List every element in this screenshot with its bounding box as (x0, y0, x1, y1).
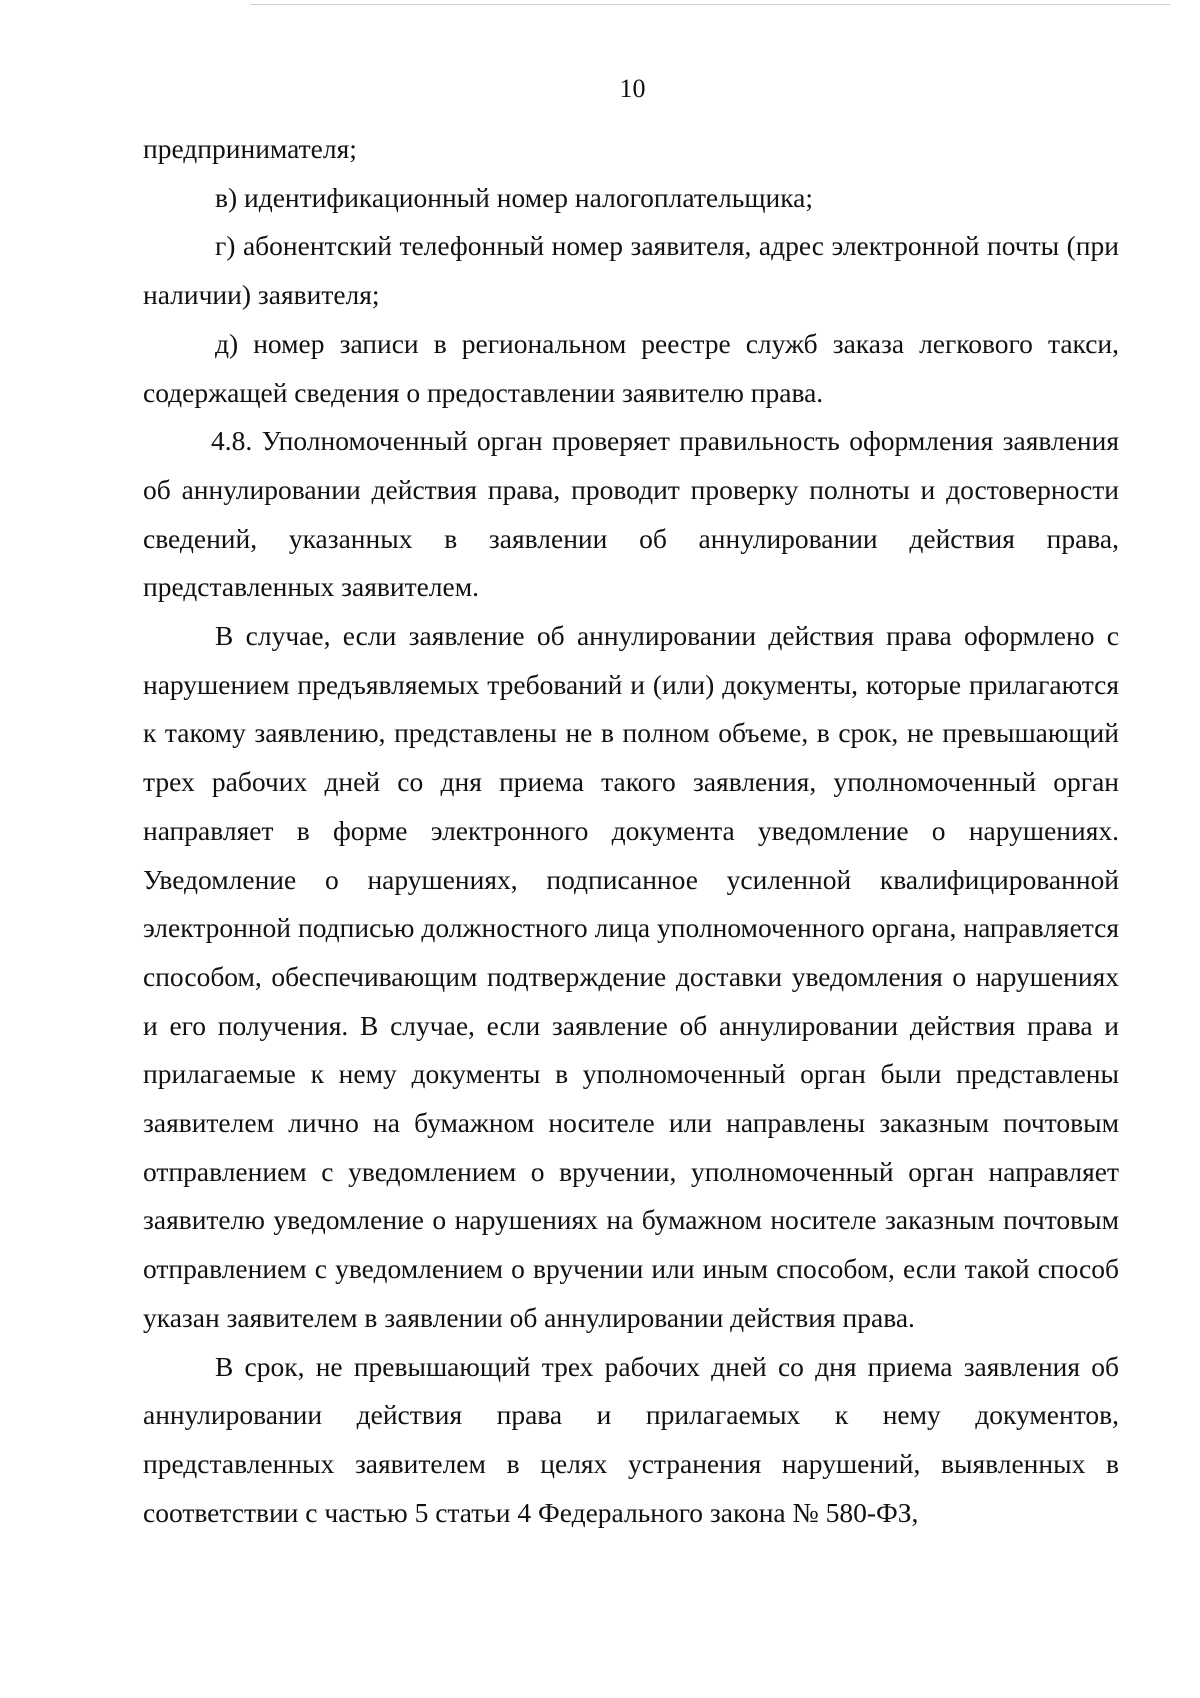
paragraph-violations: В случае, если заявление об аннулировании действия права оформлено с нарушением предъявляемых требований и (или) документы, которые прилагаются к такому заявлению, представлены не в полном объеме, в срок, не превышающий трех рабочих дней со дня приема такого заявления, уполномоченный орган направляет в форме электронного документа уведомление о нарушениях. Уведомление о нарушениях, подписанное усиленной квалифицированной электронной подписью должностного лица уполномоченного органа, направляется способом, обеспечивающим подтверждение доставки уведомления о нарушениях и его получения. В случае, если заявление об аннулировании действия права и прилагаемые к нему документы в уполномоченный орган были представлены заявителем лично на бумажном носителе или направлены заказным почтовым отправлением с уведомлением о вручении, уполномоченный орган направляет заявителю уведомление о нарушениях на бумажном носителе заказным почтовым отправлением с уведомлением о вручении или иным способом, если такой способ указан заявителем в заявлении об аннулировании действия права. (143, 620, 1119, 1333)
list-item-g: г) абонентский телефонный номер заявителя, адрес электронной почты (при наличии) заявителя; (143, 230, 1119, 311)
paragraph-deadline: В срок, не превышающий трех рабочих дней со дня приема заявления об аннулировании действия права и прилагаемых к нему документов, представленных заявителем в целях устранения нарушений, выявленных в соответствии с частью 5 статьи 4 Федерального закона № 580-ФЗ, (143, 1350, 1119, 1528)
paragraph-continuation: предпринимателя; (143, 133, 357, 164)
list-item-v: в) идентификационный номер налогоплательщика; (215, 181, 814, 213)
page-number: 10 (619, 74, 646, 103)
section-4-8: 4.8. Уполномоченный орган проверяет правильность оформления заявления об аннулировании действия права, проводит проверку полноты и достоверности сведений, указанных в заявлении об аннулировании действия права, представленных заявителем. (143, 425, 1119, 603)
page-top-rule (250, 4, 1170, 5)
list-item-d: д) номер записи в региональном реестре служб заказа легкового такси, содержащей сведения о предоставлении заявителю права. (143, 327, 1119, 408)
document-body (143, 125, 1119, 1537)
